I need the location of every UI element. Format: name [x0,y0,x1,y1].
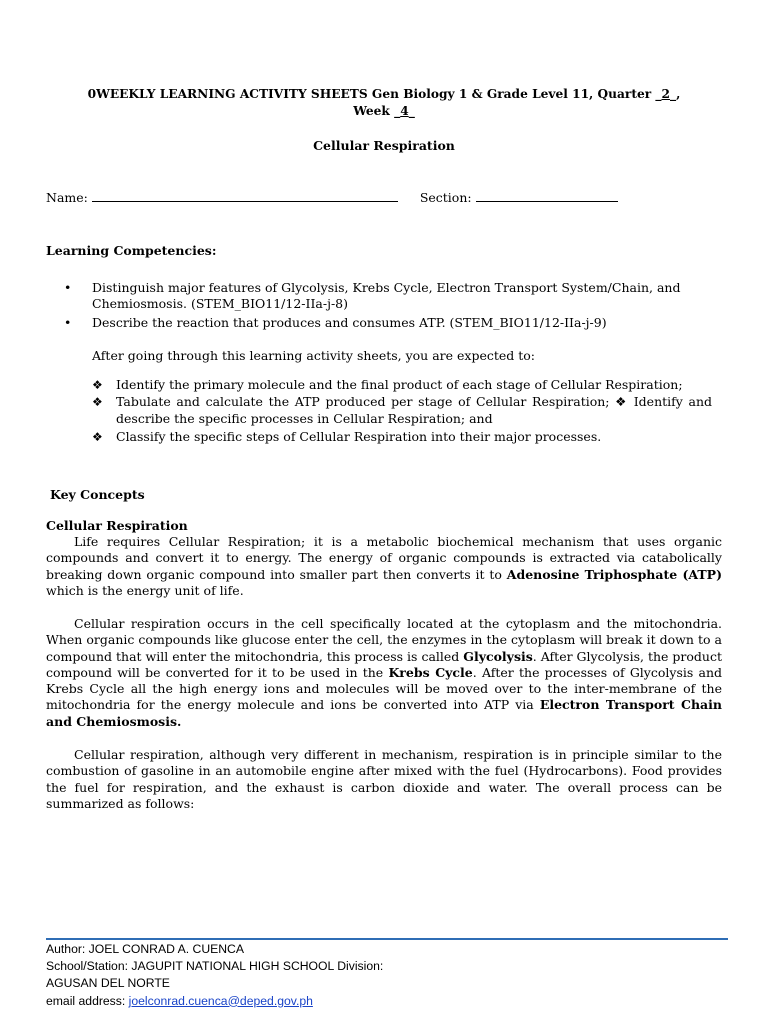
week-number: 4 [400,104,409,118]
name-label: Name: [46,190,88,205]
header-line2-suffix: _ [408,104,415,118]
section-blank[interactable] [476,191,618,202]
header-prefix: 0WEEKLY LEARNING ACTIVITY SHEETS Gen Biology 1 & Grade Level 11, Quarter _ [87,87,662,101]
paragraph-1 [46,534,722,599]
footer-division: AGUSAN DEL NORTE [46,976,170,991]
name-blank[interactable] [92,191,398,202]
p2-text: Cellular respiration occurs in the cell specifically located at the cytoplasm and the mitochondria. When organic compounds like glucose enter the cell, the enzymes in the cytoplasm will break it down to a compound that will enter the mitochondria, this process is called [46,616,722,664]
p1-text: Life requires Cellular Respiration; it is a metabolic biochemical mechanism that uses organic compounds and convert it to energy. The energy of organic compounds is extracted via catabolically breaking down organic compound into smaller part then converts it to [46,534,722,582]
page-title: Cellular Respiration [313,138,455,153]
footer [46,941,383,1010]
list-item [64,315,722,331]
diamond-bullet-icon: ❖ [92,395,103,410]
diamond-bullet-icon: ❖ [92,429,103,444]
footer-divider [46,938,728,940]
p1-text-end: which is the energy unit of life. [46,582,244,598]
objectives-intro: After going through this learning activity sheets, you are expected to: [92,348,536,363]
glycolysis-term: Glycolysis [463,648,533,664]
list-item [92,394,712,427]
footer-email-line [46,993,383,1010]
objective-text: Identify the primary molecule and the final product of each stage of Cellular Respiration; [116,377,683,392]
key-concepts-heading: Key Concepts [50,487,145,502]
document-header [46,86,722,120]
objective-text: Tabulate and calculate the ATP produced per stage of Cellular Respiration; ❖ Identify and describe the specific processes in Cellular Respiration; and [116,394,712,426]
header-line-2 [46,103,722,120]
objectives-list [92,377,712,446]
bullet-icon: • [64,280,72,295]
paragraph-3 [46,747,722,812]
bullet-icon: • [64,314,72,330]
diamond-bullet-icon: ❖ [92,378,103,392]
competency-text: Distinguish major features of Glycolysis, Krebs Cycle, Electron Transport System/Chain, and Chemiosmosis. (STEM_BIO11/12-IIa-j-8) [92,280,681,312]
p2-text-2: . After Glycolysis, the product compound will be converted for it to be used in the [46,648,722,680]
etc-chemiosmosis-term: Electron Transport Chain and Chemiosmosis. [46,697,722,729]
email-link[interactable]: joelconrad.cuenca@deped.gov.ph [128,993,313,1008]
section-label: Section: [419,190,472,205]
header-line1-suffix: _, [669,87,681,101]
krebs-cycle-term: Krebs Cycle [388,664,473,680]
header-line-1 [46,86,722,103]
week-label: Week _ [353,104,401,118]
cellular-respiration-subheading [46,518,188,533]
list-item [64,280,722,313]
competencies-list [64,280,722,331]
competencies-heading: Learning Competencies: [46,243,217,258]
footer-author: Author: JOEL CONRAD A. CUENCA [46,942,244,956]
competency-text: Describe the reaction that produces and consumes ATP. (STEM_BIO11/12-IIa-j-9) [92,314,607,330]
atp-term: Adenosine Triphosphate (ATP) [506,566,722,582]
subheading-text: Cellular Respiration [46,518,188,533]
email-label: email address: [46,993,129,1008]
list-item [92,377,712,393]
p2-text-3: . After the processes of Glycolysis and Krebs Cycle all the high energy ions and molecules will be moved over to the inter-membrane of the mitochondria for the energy molecule and ions be converted into ATP via [46,664,722,713]
quarter-number: 2 [661,87,670,101]
student-fields [46,190,618,205]
objective-text: Classify the specific steps of Cellular Respiration into their major processes. [116,428,602,444]
footer-school: School/Station: JAGUPIT NATIONAL HIGH SCHOOL Division: [46,959,384,974]
list-item [92,429,712,445]
p3-text: Cellular respiration, although very different in mechanism, respiration is in principle similar to the combustion of gasoline in an automobile engine after mixed with the fuel (Hydrocarbons). Food provides the fuel for respiration, and the exhaust is carbon dioxide and water. The overall process can be summarized as follows: [46,747,722,811]
paragraph-2 [46,616,722,730]
